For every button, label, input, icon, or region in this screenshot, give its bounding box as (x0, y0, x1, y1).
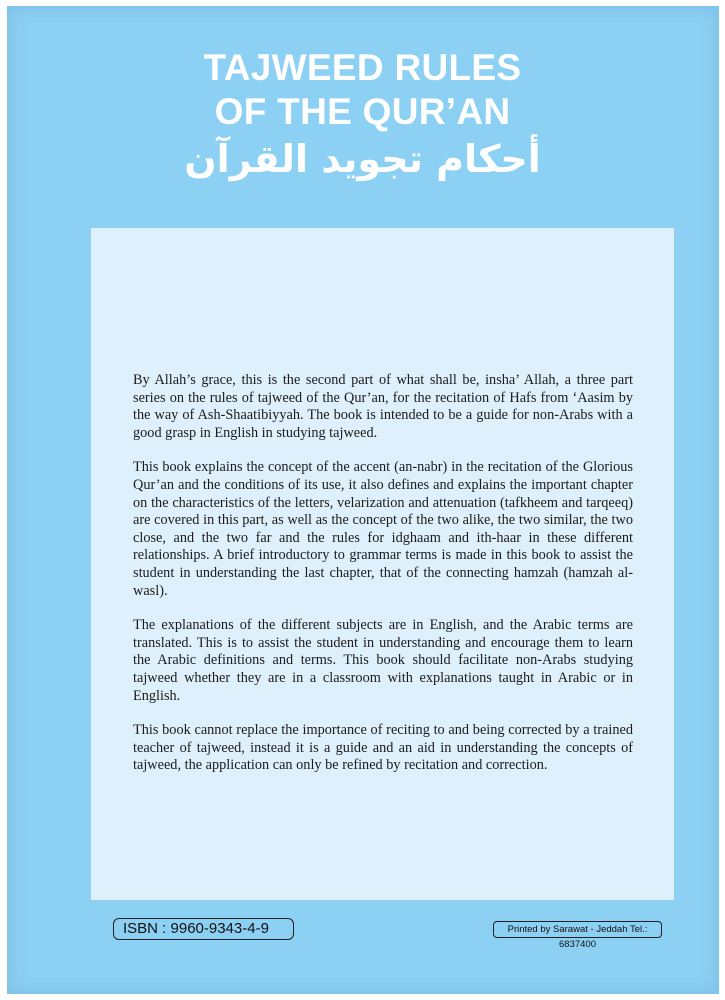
description-paragraph-4: This book cannot replace the importance of reciting to and being corrected by a trained teacher of tajweed, instead it is a guide and an aid in understanding the concepts of tajweed, the application can only be refined by recitation and correction. (133, 722, 633, 774)
title-line-2: OF THE QUR’AN (214, 91, 511, 132)
title-line-1: TAJWEED RULES (203, 47, 522, 88)
isbn-label: ISBN : 9960-9343-4-9 (113, 918, 294, 940)
printer-label: Printed by Sarawat - Jeddah Tel.: 6837400 (493, 921, 662, 938)
book-description (133, 372, 633, 792)
description-paragraph-2: This book explains the concept of the accent (an-nabr) in the recitation of the Glorious Qur’an and the conditions of its use, it also defines and explains the important chapter on the characteristics of the letters, velarization and attenuation (tafkheem and tarqeeq) are covered in this part, as well as the concept of the two alike, the two similar, the two close, and the two far and the rules for idghaam and ith-haar in these different relationships. A brief introductory to grammar terms is made in this book to assist the student in understanding the last chapter, that of the connecting hamzah (hamzah al-wasl). (133, 459, 633, 599)
description-paragraph-1: By Allah’s grace, this is the second part of what shall be, insha’ Allah, a three part series on the rules of tajweed of the Qur’an, for the recitation of Hafs from ‘Aasim by the way of Ash-Shaatibiyyah. The book is intended to be a guide for non-Arabs with a good grasp in English in studying tajweed. (133, 372, 633, 441)
arabic-title: أحكام تجويد القرآن (184, 137, 541, 181)
description-paragraph-3: The explanations of the different subjects are in English, and the Arabic terms are translated. This is to assist the student in understanding and encourage them to learn the Arabic definitions and terms. This book should facilitate non-Arabs studying tajweed whether they are in a classroom with explanations taught in Arabic or in English. (133, 617, 633, 704)
